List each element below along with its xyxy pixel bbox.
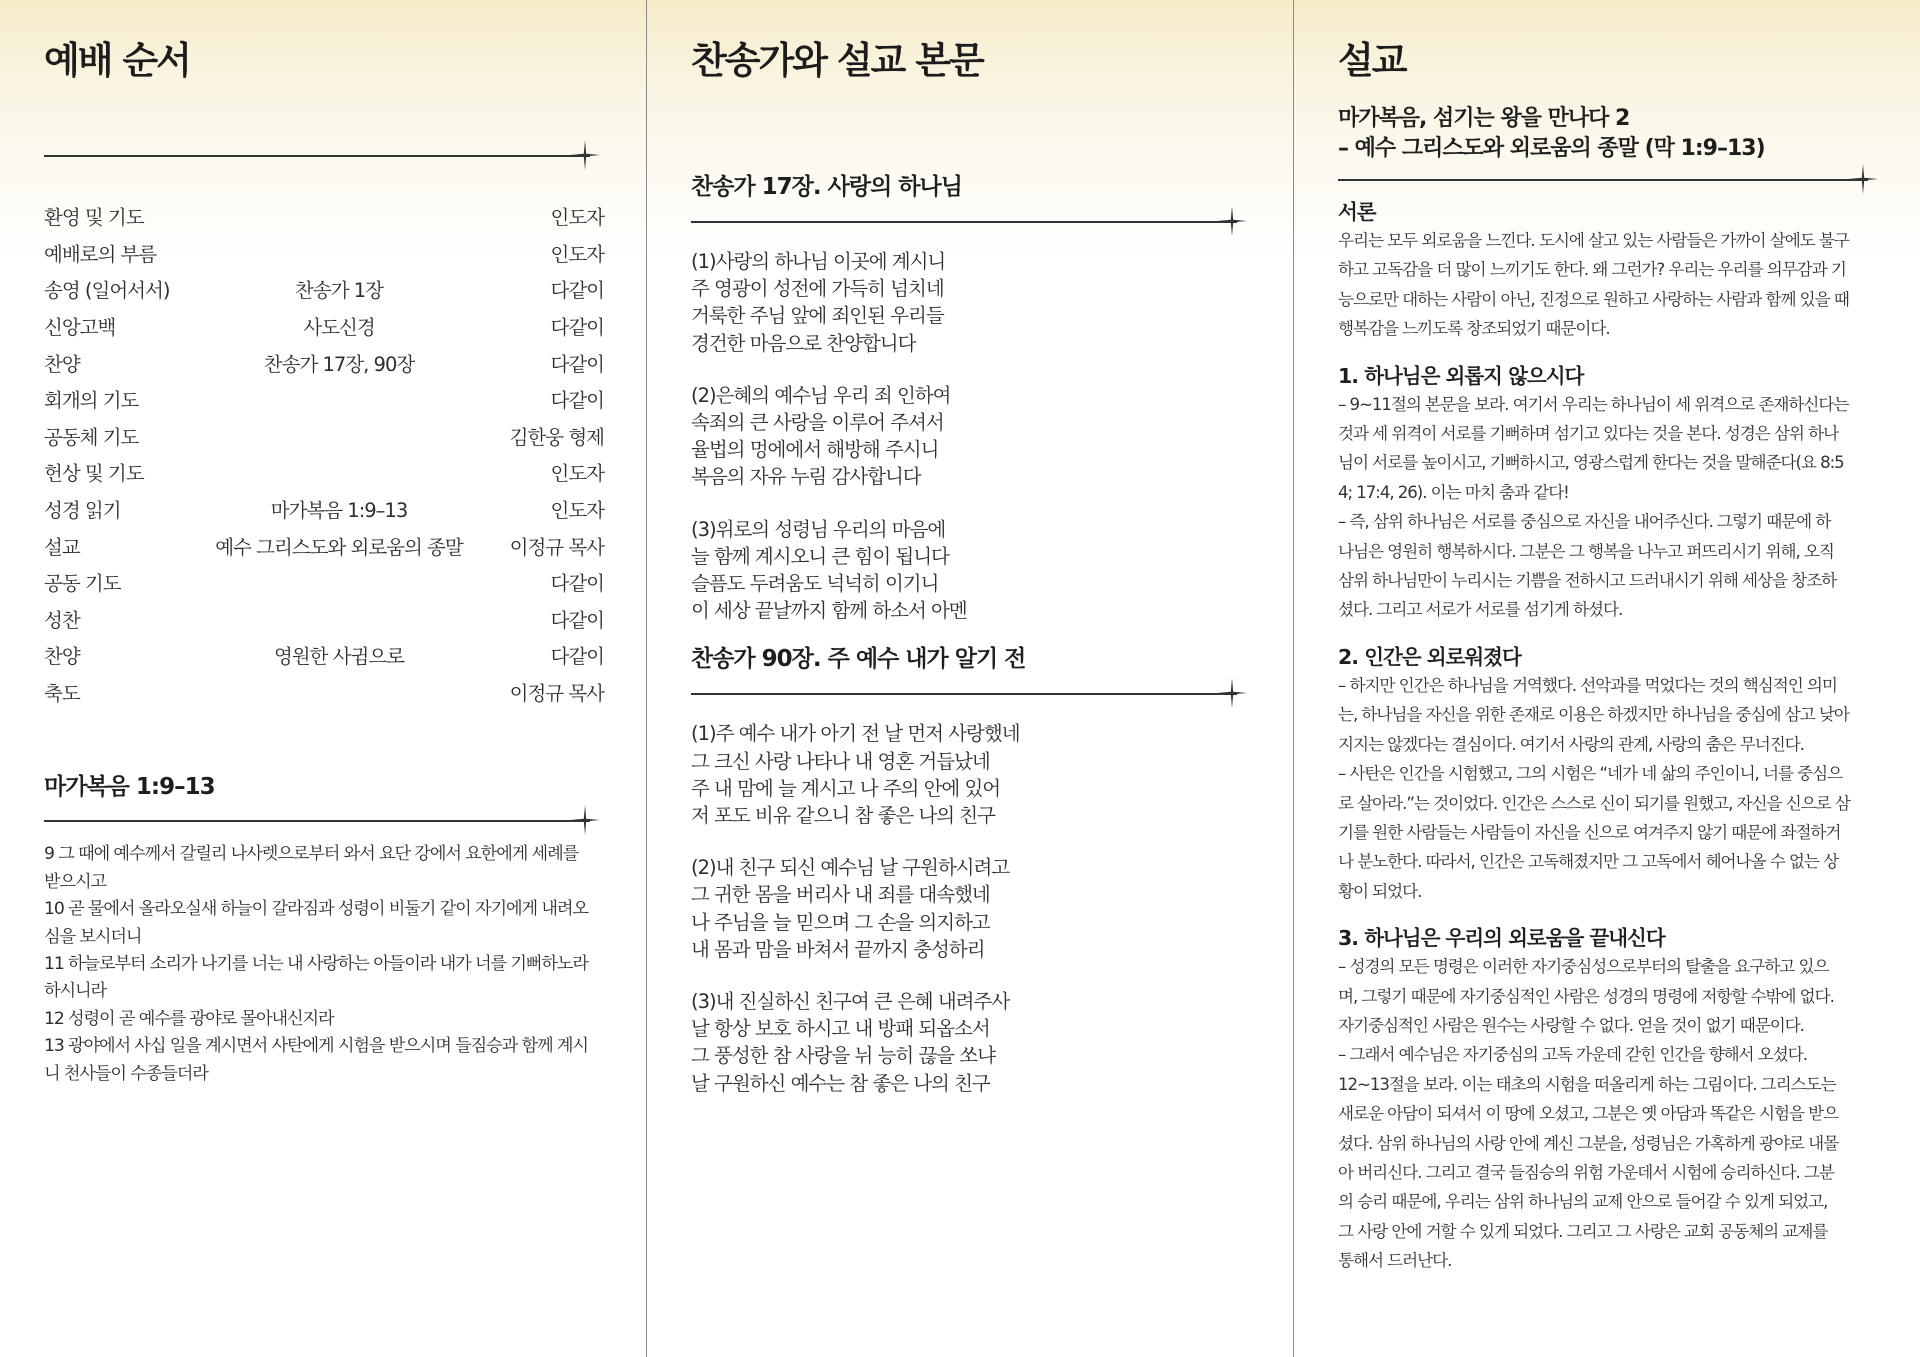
sermon-intro	[1338, 198, 1882, 344]
order-detail: 찬송가 17장, 90장	[263, 352, 415, 376]
lyric-line: (1)주 예수 내가 아기 전 날 먼저 사랑했네	[691, 722, 1020, 746]
order-row	[44, 527, 604, 564]
section-divider	[691, 206, 1247, 236]
sermon-subtitle-line1: 마가복음, 섬기는 왕을 만나다 2	[1338, 106, 1630, 131]
scripture-title: 마가복음 1:9–13	[44, 774, 215, 801]
order-item: 공동 기도	[44, 572, 121, 596]
order-item: 축도	[44, 682, 80, 706]
hymn-90-title: 찬송가 90장. 주 예수 내가 알기 전	[691, 646, 1026, 673]
body-line: – 사탄은 인간을 시험했고, 그의 시험은 “네가 네 삶의 주인이니, 너를 중심으	[1338, 764, 1843, 784]
body-line: 통해서 드러난다.	[1338, 1251, 1452, 1271]
body-line: 새로운 아담이 되셔서 이 땅에 오셨고, 그분은 옛 아담과 똑같은 시험을 받으	[1338, 1104, 1839, 1124]
scripture-passage	[44, 841, 604, 1088]
order-row	[44, 674, 604, 711]
body-line: 행복감을 느끼도록 창조되었기 때문이다.	[1338, 319, 1610, 339]
body-line: 12~13절을 보라. 이는 태초의 시험을 떠올리게 하는 그림이다. 그리스도는	[1338, 1074, 1836, 1094]
hymn-17-title: 찬송가 17장. 사랑의 하나님	[691, 174, 962, 200]
body-line: 황이 되었다.	[1338, 881, 1422, 901]
order-row	[44, 637, 604, 674]
section-divider	[691, 678, 1247, 708]
lyric-line: (1)사랑의 하나님 이곳에 계시니	[691, 250, 946, 273]
verse-line: 10 곧 물에서 올라오실새 하늘이 갈라짐과 성령이 비둘기 같이 자기에게 내려오	[44, 899, 588, 920]
lyric-line: (2)은혜의 예수님 우리 죄 인하여	[691, 383, 951, 407]
order-row	[44, 271, 604, 308]
body-line: 그 사랑 안에 거할 수 있게 되었다. 그리고 그 사랑은 교회 공동체의 교제를	[1338, 1221, 1828, 1241]
section-divider	[44, 140, 600, 170]
section-heading: 1. 하나님은 외롭지 않으시다	[1338, 363, 1584, 388]
body-line: 삼위 하나님만이 누리시는 기쁨을 전하시고 드러내시기 위해 세상을 창조하	[1338, 571, 1837, 591]
body-line: 며, 그렇기 때문에 자기중심적인 사람은 성경의 명령에 저항할 수밖에 없다.	[1338, 986, 1834, 1006]
body-line: 셨다. 그리고 서로가 서로를 섬기게 하셨다.	[1338, 600, 1623, 620]
hymn-stanza	[691, 248, 1251, 357]
sermon-subtitle-line2: – 예수 그리스도와 외로움의 종말 (막 1:9–13)	[1338, 136, 1765, 161]
verse-line: 13 광야에서 사십 일을 계시면서 사탄에게 시험을 받으시며 들짐승과 함께 계시	[44, 1036, 588, 1057]
body-line: 셨다. 삼위 하나님의 사랑 안에 계신 그분을, 성령님은 가혹하게 광야로 내몰	[1338, 1133, 1839, 1153]
verse-line: 심을 보시더니	[44, 926, 142, 947]
order-item: 예배로의 부름	[44, 242, 157, 266]
divider-line	[44, 155, 590, 157]
body-line: 4; 17:4, 26). 이는 마치 춤과 같다!	[1338, 482, 1569, 502]
lyric-line: (2)내 친구 되신 예수님 날 구원하시려고	[691, 856, 1010, 880]
sparkle-icon	[1217, 206, 1247, 236]
order-leader: 인도자	[550, 242, 604, 266]
lyric-line: 경건한 마음으로 찬양합니다	[691, 331, 916, 355]
hymn-90-lyrics	[691, 720, 1251, 1096]
verse-line: 니 천사들이 수종들더라	[44, 1063, 208, 1084]
body-line: 지지는 않겠다는 결심이다. 여기서 사랑의 관계, 사랑의 춤은 무너진다.	[1338, 734, 1804, 754]
lyric-line: 그 풍성한 참 사랑을 뉘 능히 끊을 쏘냐	[691, 1044, 995, 1068]
order-item: 공동체 기도	[44, 425, 139, 449]
sparkle-icon	[570, 140, 600, 170]
body-line: 아 버리신다. 그리고 결국 들짐승의 위험 가운데서 시험에 승리하신다. 그분	[1338, 1162, 1834, 1182]
verse-line: 하시니라	[44, 981, 107, 1002]
order-detail: 사도신경	[303, 316, 375, 340]
sparkle-icon	[1848, 164, 1878, 194]
hymn-17-lyrics	[691, 248, 1251, 624]
order-leader: 다같이	[550, 572, 604, 596]
sermon-point-3	[1338, 924, 1882, 1275]
hymn-stanza	[691, 720, 1251, 829]
order-item: 환영 및 기도	[44, 206, 144, 230]
order-item: 회개의 기도	[44, 389, 139, 413]
lyric-line: 속죄의 큰 사랑을 이루어 주셔서	[691, 411, 944, 435]
hymns-title: 찬송가와 설교 본문	[691, 39, 983, 82]
body-line: 것과 세 위격이 서로를 기뻐하며 섬기고 있다는 것을 본다. 성경은 삼위 하나	[1338, 424, 1839, 444]
lyric-line: 나 주님을 늘 믿으며 그 손을 의지하고	[691, 910, 990, 934]
body-line: 나님은 영원히 행복하시다. 그분은 그 행복을 나누고 퍼뜨리시기 위해, 오직	[1338, 541, 1834, 561]
lyric-line: 슬픔도 두려움도 넉넉히 이기니	[691, 572, 939, 596]
order-item: 찬양	[44, 645, 80, 669]
hymns-column	[647, 0, 1293, 1357]
order-row	[44, 198, 604, 235]
order-row	[44, 381, 604, 418]
order-row	[44, 235, 604, 272]
order-leader: 다같이	[550, 389, 604, 413]
order-row	[44, 564, 604, 601]
body-line: 의 승리 때문에, 우리는 삼위 하나님의 교제 안으로 들어갈 수 있게 되었고,	[1338, 1192, 1828, 1212]
sermon-column	[1294, 0, 1920, 1357]
order-item: 신앙고백	[44, 316, 116, 340]
divider-line	[1338, 179, 1868, 181]
body-line: 우리는 모두 외로움을 느낀다. 도시에 살고 있는 사람들은 가까이 살에도 불구	[1338, 231, 1849, 250]
lyric-line: 주 내 맘에 늘 계시고 나 주의 안에 있어	[691, 776, 1001, 800]
order-leader: 이정규 목사	[509, 682, 604, 706]
lyric-line: 거룩한 주님 앞에 죄인된 우리들	[691, 304, 944, 328]
lyric-line: 그 크신 사랑 나타나 내 영혼 거듭났네	[691, 749, 990, 773]
divider-line	[691, 221, 1237, 223]
order-item: 성경 읽기	[44, 499, 121, 523]
order-detail: 찬송가 1장	[295, 279, 383, 303]
order-leader: 다같이	[550, 279, 604, 303]
order-item: 헌상 및 기도	[44, 462, 144, 486]
order-detail: 영원한 사귐으로	[273, 645, 405, 669]
sermon-point-2	[1338, 643, 1882, 906]
hymn-stanza	[691, 854, 1251, 963]
lyric-line: (3)위로의 성령님 우리의 마음에	[691, 517, 946, 541]
worship-order-title: 예배 순서	[44, 39, 190, 82]
lyric-line: 늘 함께 계시오니 큰 힘이 됩니다	[691, 544, 949, 568]
body-line: 님이 서로를 높이시고, 기뻐하시고, 영광스럽게 한다는 것을 말해준다(요 8:5	[1338, 453, 1844, 473]
order-leader: 김한웅 형제	[509, 425, 604, 449]
divider-line	[44, 820, 590, 822]
body-line: – 9~11절의 본문을 보라. 여기서 우리는 하나님이 세 위격으로 존재하신다는	[1338, 394, 1849, 414]
body-line: 자기중심적인 사람은 원수는 사랑할 수 없다. 얻을 것이 없기 때문이다.	[1338, 1015, 1804, 1035]
lyric-line: 내 몸과 맘을 바쳐서 끝까지 충성하리	[691, 937, 985, 961]
body-line: – 그래서 예수님은 자기중심의 고독 가운데 갇힌 인간을 향해서 오셨다.	[1338, 1045, 1807, 1065]
order-leader: 이정규 목사	[509, 535, 604, 559]
order-row	[44, 454, 604, 491]
body-line: 는, 하나님을 자신을 위한 존재로 이용은 하겠지만 하나님을 중심에 삼고 낮아	[1338, 705, 1849, 725]
order-leader: 다같이	[550, 608, 604, 632]
section-divider	[1338, 164, 1878, 194]
order-leader: 다같이	[550, 352, 604, 376]
section-divider	[44, 805, 600, 835]
worship-order-column	[0, 0, 646, 1357]
sermon-point-1	[1338, 362, 1882, 625]
order-leader: 다같이	[550, 645, 604, 669]
verse-line: 11 하늘로부터 소리가 나기를 너는 내 사랑하는 아들이라 내가 너를 기뻐하노라	[44, 953, 588, 974]
hymn-stanza	[691, 516, 1251, 625]
order-leader: 인도자	[550, 462, 604, 486]
section-heading: 3. 하나님은 우리의 외로움을 끝내신다	[1338, 926, 1665, 951]
order-item: 송영 (일어서서)	[44, 279, 170, 303]
body-line: 나 분노한다. 따라서, 인간은 고독해졌지만 그 고독에서 헤어나올 수 없는 상	[1338, 852, 1839, 872]
sparkle-icon	[570, 805, 600, 835]
hymn-stanza	[691, 988, 1251, 1097]
lyric-line: 날 구원하신 예수는 참 좋은 나의 친구	[691, 1071, 990, 1095]
lyric-line: (3)내 진실하신 친구여 큰 은혜 내려주사	[691, 990, 1010, 1014]
body-line: – 성경의 모든 명령은 이러한 자기중심성으로부터의 탈출을 요구하고 있으	[1338, 957, 1829, 977]
divider-line	[691, 693, 1237, 695]
lyric-line: 그 귀한 몸을 버리사 내 죄를 대속했네	[691, 883, 990, 907]
body-line: 로 살아라.”는 것이었다. 인간은 스스로 신이 되기를 원했고, 자신을 신으로 삼	[1338, 793, 1850, 813]
body-line: 기를 원한 사람들는 사람들이 자신을 신으로 여겨주지 않기 때문에 좌절하거	[1338, 822, 1841, 842]
lyric-line: 날 항상 보호 하시고 내 방패 되옵소서	[691, 1017, 990, 1041]
order-row	[44, 418, 604, 455]
order-leader: 다같이	[550, 316, 604, 340]
order-detail: 마가복음 1:9–13	[270, 499, 408, 523]
lyric-line: 주 영광이 성전에 가득히 넘치네	[691, 277, 944, 301]
order-item: 설교	[44, 535, 80, 559]
order-leader: 인도자	[550, 206, 604, 230]
order-detail: 예수 그리스도와 외로움의 종말	[215, 535, 463, 559]
lyric-line: 이 세상 끝날까지 함께 하소서 아멘	[691, 599, 967, 623]
lyric-line: 복음의 자유 누림 감사합니다	[691, 465, 921, 489]
body-line: – 즉, 삼위 하나님은 서로를 중심으로 자신을 내어주신다. 그렇기 때문에 하	[1338, 512, 1831, 532]
verse-line: 9 그 때에 예수께서 갈릴리 나사렛으로부터 와서 요단 강에서 요한에게 세례를	[44, 844, 579, 865]
worship-order-list	[44, 198, 604, 710]
order-item: 찬양	[44, 352, 80, 376]
lyric-line: 율법의 멍에에서 해방해 주시니	[691, 438, 939, 462]
order-row	[44, 308, 604, 345]
section-heading: 서론	[1338, 200, 1376, 224]
order-leader: 인도자	[550, 499, 604, 523]
body-line: – 하지만 인간은 하나님을 거역했다. 선악과를 먹었다는 것의 핵심적인 의미	[1338, 675, 1837, 695]
sparkle-icon	[1217, 678, 1247, 708]
order-item: 성찬	[44, 608, 80, 632]
body-line: 하고 고독감을 더 많이 느끼기도 한다. 왜 그런가? 우리는 우리를 의무감과 기	[1338, 260, 1846, 280]
lyric-line: 저 포도 비유 같으니 참 좋은 나의 친구	[691, 804, 995, 828]
verse-line: 받으시고	[44, 871, 107, 892]
order-row	[44, 491, 604, 528]
order-row	[44, 601, 604, 638]
body-line: 능으로만 대하는 사람이 아닌, 진정으로 원하고 사랑하는 사람과 함께 있을 때	[1338, 289, 1849, 309]
section-heading: 2. 인간은 외로워졌다	[1338, 644, 1521, 669]
hymn-stanza	[691, 382, 1251, 491]
order-row	[44, 344, 604, 381]
verse-line: 12 성령이 곧 예수를 광야로 몰아내신지라	[44, 1008, 334, 1029]
sermon-title: 설교	[1338, 39, 1406, 82]
